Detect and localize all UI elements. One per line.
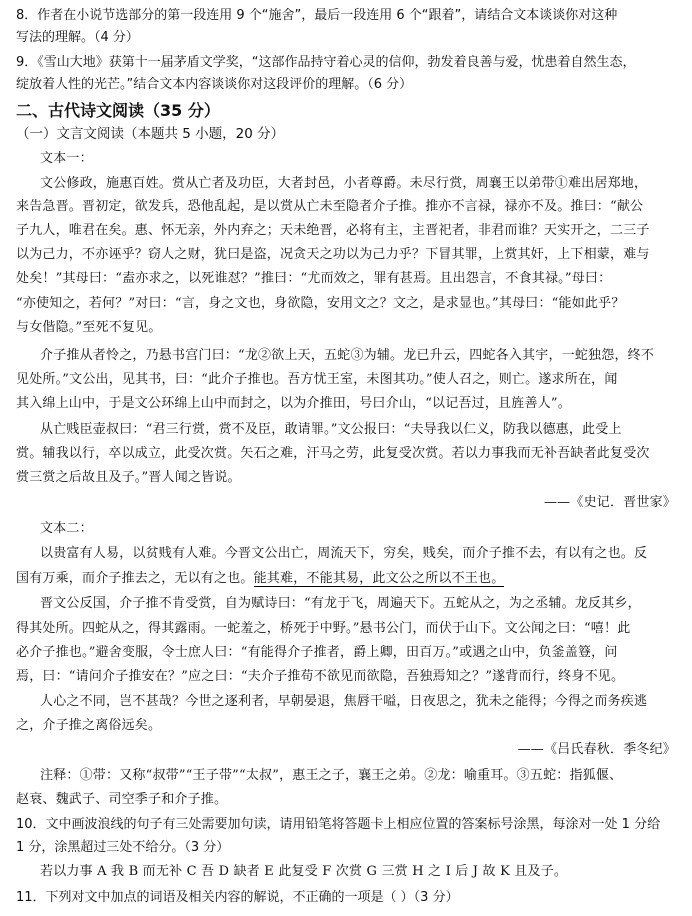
text2-line: 之，介子推之离俗远矣。 bbox=[16, 718, 162, 733]
notes-line-1: 注释：①带：又称“叔带”“王子带”“太叔”，惠王之子，襄王之弟。②龙：喻重耳。③五蛇：指狐偃、 bbox=[40, 768, 623, 783]
notes-line-2: 赵衰、魏武子、司空季子和介子推。 bbox=[16, 792, 228, 807]
question-10-line-1: 10．文中画波浪线的句子有三处需要加句读，请用铅笔将答题卡上相应位置的答案标号涂黑，每涂对一处 1 分给 bbox=[16, 817, 661, 832]
question-11-line-1: 11．下列对文中加点的词语及相关内容的解说，不正确的一项是（ ）（3 分） bbox=[16, 890, 459, 905]
text2-line: 得其处所。四蛇从之，得其露雨。一蛇羞之，桥死于中野。”悬书公门，而伏于山下。文公闻之曰：“嘻！此 bbox=[16, 621, 631, 636]
text2-line bbox=[16, 569, 680, 589]
text1-source: ——《史记．晋世家》 bbox=[543, 495, 676, 510]
text2-line: 晋文公反国，介子推不肯受赏，自为赋诗曰：“有龙于飞，周遍天下。五蛇从之，为之丞辅。龙反其乡， bbox=[40, 596, 641, 611]
text1-line: 其入绵上山中，于是文公环绵上山中而封之，以为介推田，号曰介山，“以记吾过，且旌善人”。 bbox=[16, 396, 571, 411]
question-10-line-2: 1 分，涂黑超过三处不给分。（3 分） bbox=[16, 840, 230, 855]
text1-line: 赏。辅我以行，卒以成立，此受次赏。矢石之难，汗马之劳，此复受次赏。若以力事我而无补吾缺者此复受次 bbox=[16, 446, 650, 461]
text2-source: ——《吕氏春秋．季冬纪》 bbox=[517, 742, 676, 757]
text2-line: 以贵富有人易，以贫贱有人难。今晋文公出亡，周流天下，穷矣，贱矣，而介子推不去，有以有之也。反 bbox=[40, 546, 648, 561]
text1-line: 赏三赏之后故且及子。”晋人闻之皆说。 bbox=[16, 470, 241, 485]
text1-line: 子九人，唯君在矣。惠、怀无亲，外内弃之；天未绝晋，必将有主，主晋祀者，非君而谁？天实开之，二三子 bbox=[16, 223, 650, 238]
text2-line: 焉，曰：“请问介子推安在？”应之曰：“夫介子推苟不欲见而欲隐，吾独焉知之？”遂背而行，终身不见。 bbox=[16, 669, 625, 684]
question-9-line-2: 绽放着人性的光芒。”结合文本内容谈谈你对这段评价的理解。（6 分） bbox=[16, 77, 413, 92]
text1-line: 以为己力，不亦诬乎？窃人之财，犹曰是盗，况贪天之功以为己力乎？下冒其罪，上赏其奸，上下相蒙，难与 bbox=[16, 247, 650, 262]
text1-line: 与女偕隐。”至死不复见。 bbox=[16, 320, 162, 335]
text1-line: “亦使知之，若何？”对曰：“言，身之文也，身欲隐，安用文之？文之，是求显也。”其母曰：“能如此乎？ bbox=[16, 296, 625, 311]
text1-line: 处矣！”其母曰：“盍亦求之，以死谁怼？”推曰：“尤而效之，罪有甚焉。且出怨言，不食其禄。”母曰： bbox=[16, 271, 612, 286]
question-9-line-1: 9．《雪山大地》获第十一届茅盾文学奖，“这部作品持守着心灵的信仰，勃发着良善与爱，忧患着自然生态， bbox=[16, 55, 636, 70]
text1-line: 见处所。”文公出，见其书，曰：“此介子推也。吾方忧王室，未图其功。”使人召之，则亡。遂求所在，闻 bbox=[16, 372, 618, 387]
section-title: 二、古代诗文阅读（35 分） bbox=[16, 101, 220, 120]
text1-line: 介子推从者怜之，乃悬书宫门曰：“龙②欲上天，五蛇③为辅。龙已升云，四蛇各入其宇，一蛇独怨，终不 bbox=[40, 348, 655, 363]
text1-line: 从亡贱臣壶叔曰：“君三行赏，赏不及臣，敢请罪。”文公报曰：“夫导我以仁义，防我以德惠，此受上 bbox=[40, 422, 622, 437]
text2-line: 人心之不同，岂不甚哉？今世之逐利者，早朝晏退，焦唇干嗌，日夜思之，犹未之能得；今得之而务疾逃 bbox=[40, 694, 648, 709]
text1-line: 文公修政，施惠百姓。赏从亡者及功臣，大者封邑，小者尊爵。未尽行赏，周襄王以弟带①难出居郑地， bbox=[40, 176, 648, 191]
subsection-title: （一）文言文阅读（本题共 5 小题，20 分） bbox=[16, 126, 285, 142]
question-10-sentence: 若以力事 A 我 B 而无补 C 吾 D 缺者 E 此复受 F 次赏 G 三赏 H 之 I 后 J 故 K 且及子。 bbox=[40, 864, 568, 879]
text2-label: 文本二： bbox=[40, 521, 93, 536]
question-8-line-2: 写法的理解。（4 分） bbox=[16, 30, 139, 45]
underlined-sentence: 能其难，不能其易，此文公之所以不王也。 bbox=[253, 571, 505, 586]
text2-line: 必介子推也。”避舍变服，令士庶人曰：“有能得介子推者，爵上卿，田百万。”或遇之山中，负釜盖簦，问 bbox=[16, 645, 618, 660]
text1-line: 来告急晋。晋初定，欲发兵，恐他乱起，是以赏从亡未至隐者介子推。推亦不言禄，禄亦不及。推曰：“献公 bbox=[16, 199, 644, 214]
text2-line-part: 国有万乘，而介子推去之，无以有之也。 bbox=[16, 571, 254, 586]
question-8-line-1: 8．作者在小说节选部分的第一段连用 9 个“施舍”，最后一段连用 6 个“跟着”，请结合文本谈谈你对这种 bbox=[16, 8, 618, 23]
text1-label: 文本一： bbox=[40, 151, 93, 166]
